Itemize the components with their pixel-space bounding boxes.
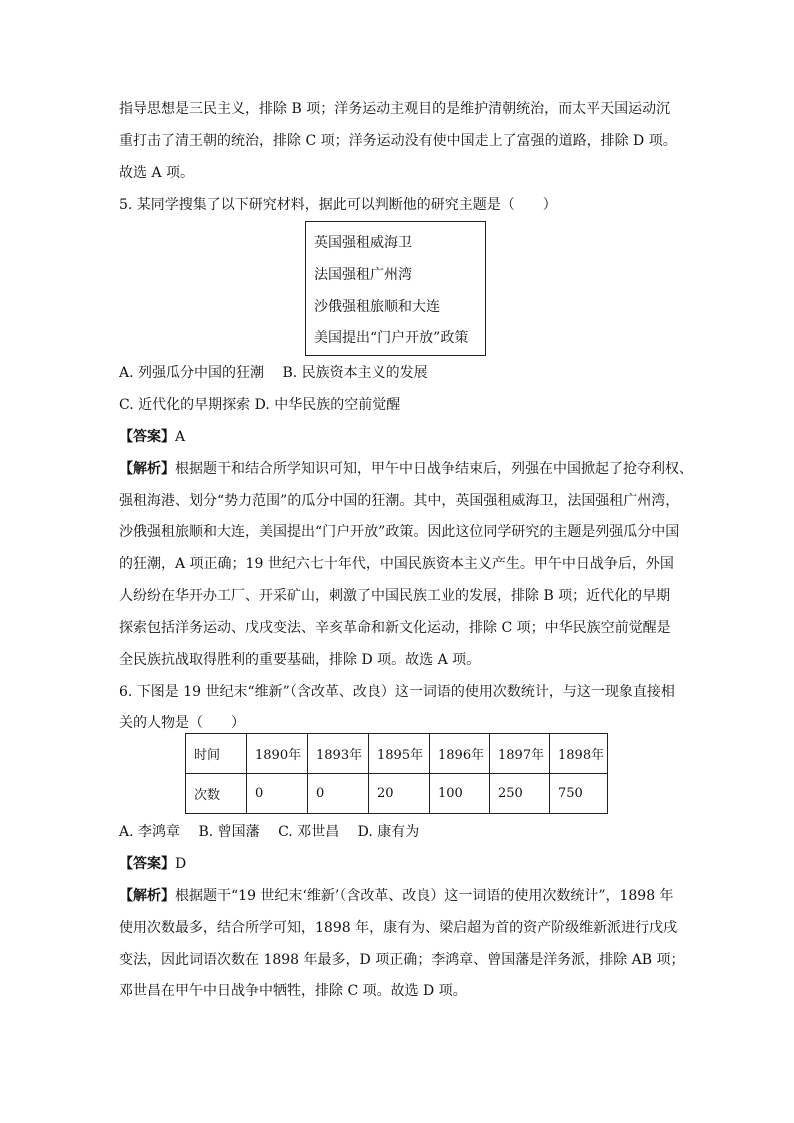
table-row	[186, 734, 608, 774]
table-cell: 250	[490, 774, 550, 814]
table-cell: 0	[247, 774, 308, 814]
question-6-analysis	[119, 886, 674, 906]
question-5-answer	[119, 427, 185, 447]
answer-value: A	[175, 429, 186, 445]
paragraph-line: 关的人物是（ ）	[119, 715, 245, 731]
table-cell: 1890年	[247, 734, 308, 774]
paragraph-line: 使用次数最多，结合所学可知，1898 年，康有为、梁启超为首的资产阶级维新派进行戊戌	[119, 920, 678, 936]
table-cell: 1893年	[308, 734, 369, 774]
paragraph-line: 沙俄强租旅顺和大连，美国提出“门户开放”政策。因此这位同学研究的主题是列强瓜分中国	[119, 524, 680, 540]
paragraph-line: 探索包括洋务运动、戊戌变法、辛亥革命和新文化运动，排除 C 项；中华民族空前觉醒是	[119, 620, 671, 636]
question-6-stem: 6. 下图是 19 世纪末“维新”（含改革、改良）这一词语的使用次数统计，与这一现象直接相	[119, 684, 675, 700]
analysis-text: 根据题干“19 世纪末‘维新’（含改革、改良）这一词语的使用次数统计”，1898 年	[175, 888, 674, 904]
answer-value: D	[175, 856, 187, 872]
question-5-options-ab: A. 列强瓜分中国的狂潮 B. 民族资本主义的发展	[119, 365, 428, 381]
usage-frequency-table	[185, 733, 608, 814]
table-row	[186, 774, 608, 814]
paragraph-line: 全民族抗战取得胜利的重要基础，排除 D 项。故选 A 项。	[119, 652, 481, 668]
paragraph-line: 变法，因此词语次数在 1898 年最多，D 项正确；李鸿章、曾国藩是洋务派，排除 AB 项；	[119, 952, 685, 968]
paragraph-line: 故选 A 项。	[119, 165, 195, 181]
table-cell: 1898年	[550, 734, 608, 774]
material-item: 英国强租威海卫	[314, 235, 412, 251]
question-6-answer	[119, 854, 186, 874]
paragraph-line: 强租海港、划分“势力范围”的瓜分中国的狂潮。其中，英国强租威海卫，法国强租广州湾，	[119, 493, 680, 509]
answer-label: 【答案】	[119, 429, 175, 445]
table-cell: 100	[430, 774, 490, 814]
table-cell: 时间	[186, 734, 247, 774]
material-item: 沙俄强租旅顺和大连	[314, 299, 440, 315]
analysis-label: 【解析】	[119, 888, 175, 904]
question-6-options: A. 李鸿章 B. 曾国藩 C. 邓世昌 D. 康有为	[119, 824, 420, 840]
table-cell: 次数	[186, 774, 247, 814]
question-5-analysis	[119, 459, 693, 479]
analysis-label: 【解析】	[119, 461, 175, 477]
paragraph-line: 的狂潮，A 项正确；19 世纪六七十年代，中国民族资本主义产生。甲午中日战争后，外国	[119, 556, 674, 572]
paragraph-line: 指导思想是三民主义，排除 B 项；洋务运动主观目的是维护清朝统治，而太平天国运动沉	[119, 101, 671, 117]
material-box	[305, 221, 486, 356]
table-cell: 750	[550, 774, 608, 814]
analysis-text: 根据题干和结合所学知识可知，甲午中日战争结束后，列强在中国掀起了抢夺利权、	[175, 461, 693, 477]
question-5-options-cd: C. 近代化的早期探索 D. 中华民族的空前觉醒	[119, 397, 401, 413]
paragraph-line: 人纷纷在华开办工厂、开采矿山，刺激了中国民族工业的发展，排除 B 项；近代化的早期	[119, 588, 671, 604]
paragraph-line: 邓世昌在甲午中日战争中牺牲，排除 C 项。故选 D 项。	[119, 983, 467, 999]
answer-label: 【答案】	[119, 856, 175, 872]
table-cell: 0	[308, 774, 369, 814]
table-cell: 1895年	[369, 734, 430, 774]
paragraph-line: 重打击了清王朝的统治，排除 C 项；洋务运动没有使中国走上了富强的道路，排除 D 项。	[119, 133, 677, 149]
table-cell: 1896年	[430, 734, 490, 774]
question-5-stem: 5. 某同学搜集了以下研究材料，据此可以判断他的研究主题是（ ）	[119, 197, 557, 213]
material-item: 美国提出“门户开放”政策	[314, 330, 469, 346]
table-cell: 1897年	[490, 734, 550, 774]
material-item: 法国强租广州湾	[314, 267, 412, 283]
table-cell: 20	[369, 774, 430, 814]
